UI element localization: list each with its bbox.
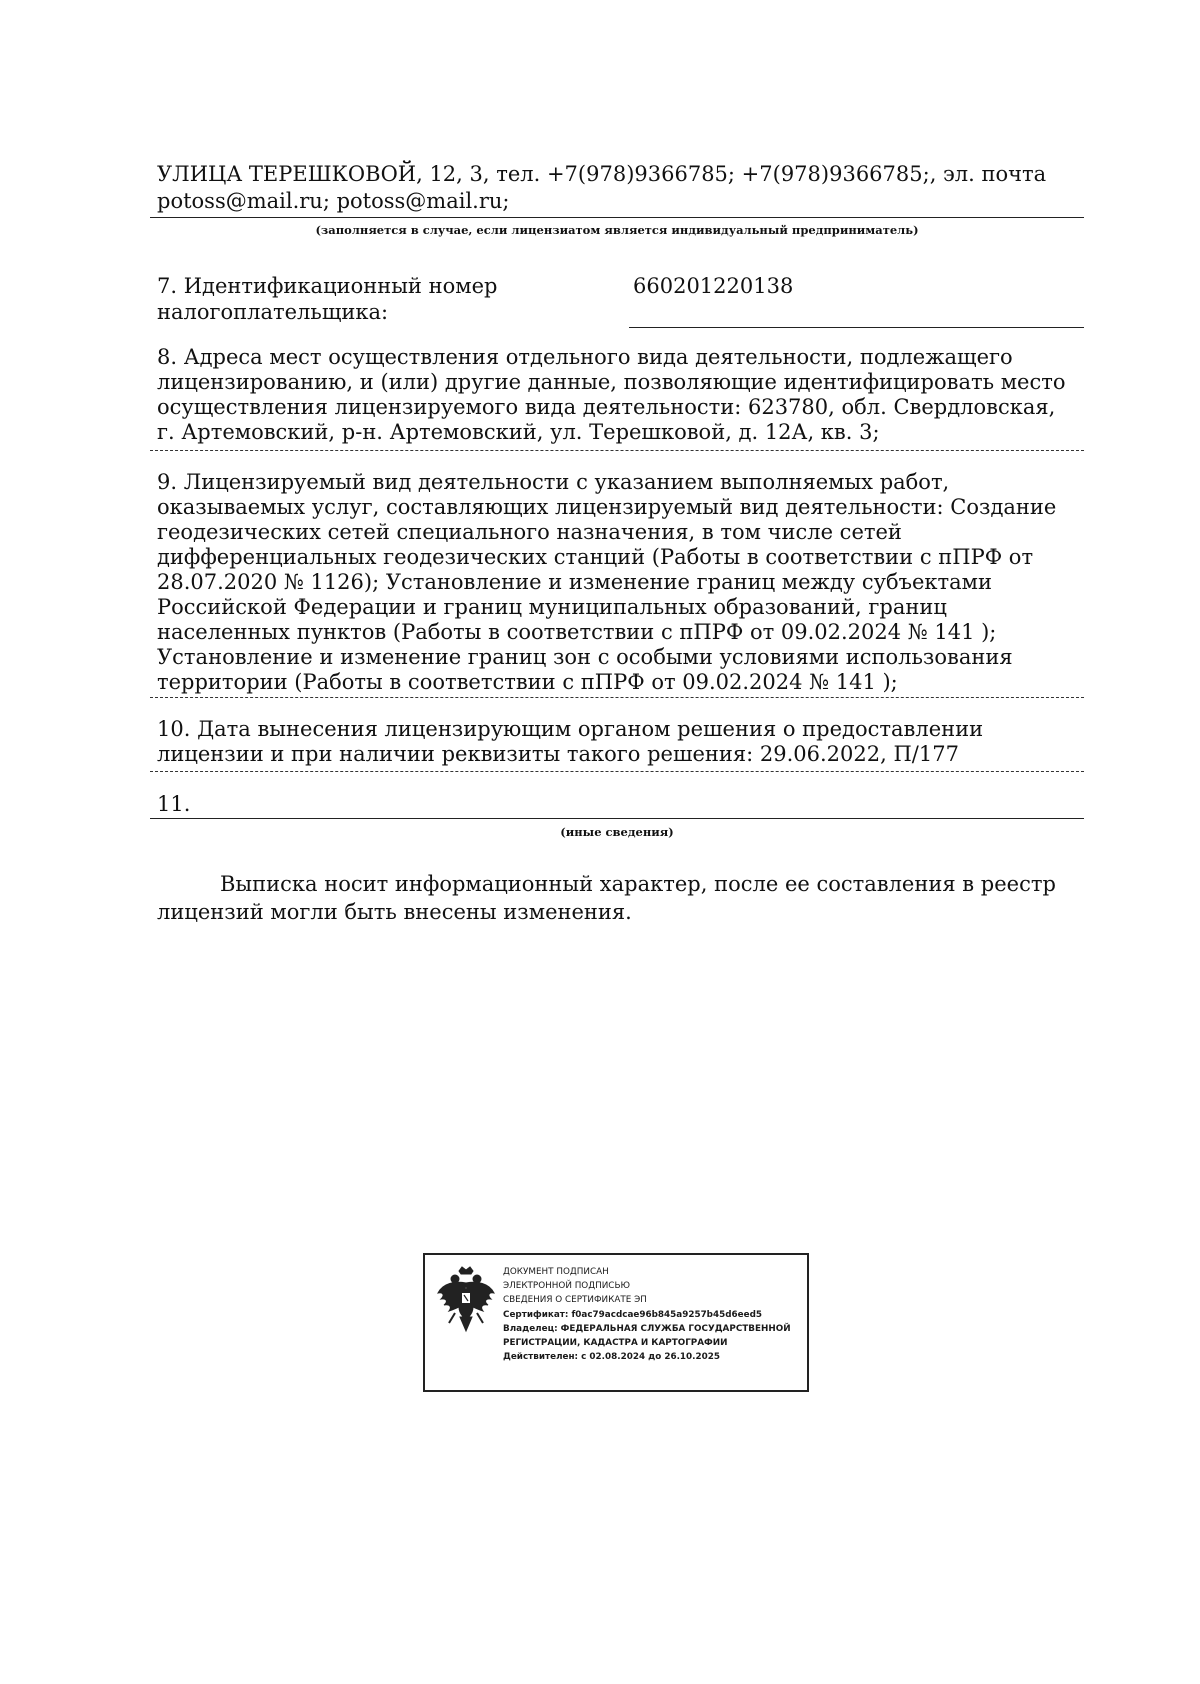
contacts-caption: (заполняется в случае, если лицензиатом является индивидуальный предприниматель): [315, 223, 919, 237]
double-headed-eagle-emblem-icon: [435, 1265, 497, 1337]
item9-block: [157, 470, 1056, 695]
item7-label-line1: 7. Идентификационный номер: [157, 274, 498, 298]
item11-caption: (иные сведения): [560, 825, 674, 839]
note-line2: лицензий могли быть внесены изменения.: [157, 900, 632, 924]
stamp-owner-line1: Владелец: ФЕДЕРАЛЬНАЯ СЛУЖБА ГОСУДАРСТВЕННОЙ: [503, 1323, 791, 1334]
licensee-email-line: potoss@mail.ru; potoss@mail.ru;: [157, 189, 510, 213]
item10-line: лицензии и при наличии реквизиты такого решения: 29.06.2022, П/177: [157, 742, 959, 766]
item9-line: геодезических сетей специального назначения, в том числе сетей: [157, 520, 902, 544]
note-line1: Выписка носит информационный характер, после ее составления в реестр: [220, 872, 1056, 896]
item9-line: оказываемых услуг, составляющих лицензируемый вид деятельности: Создание: [157, 495, 1057, 519]
stamp-line: ДОКУМЕНТ ПОДПИСАН: [503, 1267, 609, 1277]
stamp-line: СВЕДЕНИЯ О СЕРТИФИКАТЕ ЭП: [503, 1295, 647, 1306]
stamp-validity: Действителен: с 02.08.2024 до 26.10.2025: [503, 1352, 720, 1363]
stamp-owner-line2: РЕГИСТРАЦИИ, КАДАСТРА И КАРТОГРАФИИ: [503, 1338, 728, 1349]
item10-line: 10. Дата вынесения лицензирующим органом решения о предоставлении: [157, 717, 984, 741]
item8-line: осуществления лицензируемого вида деятельности: 623780, обл. Свердловская,: [157, 395, 1056, 419]
item9-underline: [150, 697, 1084, 698]
stamp-line: ЭЛЕКТРОННОЙ ПОДПИСЬЮ: [503, 1281, 630, 1292]
item8-block: [157, 345, 1066, 445]
stamp-certificate: Сертификат: f0ac79acdcae96b845a9257b45d6eed5: [503, 1309, 762, 1320]
item9-line: дифференциальных геодезических станций (Работы в соответствии с пПРФ от: [157, 545, 1034, 569]
contacts-underline: [150, 217, 1084, 218]
stamp-text: [503, 1265, 791, 1364]
item9-line: территории (Работы в соответствии с пПРФ от 09.02.2024 № 141 );: [157, 670, 898, 694]
item9-line: 28.07.2020 № 1126); Установление и изменение границ между субъектами: [157, 570, 992, 594]
item10-block: [157, 717, 983, 767]
item9-line: Установление и изменение границ зон с особыми условиями использования: [157, 645, 1013, 669]
item8-line: г. Артемовский, р-н. Артемовский, ул. Терешковой, д. 12А, кв. 3;: [157, 420, 880, 444]
item11-label: 11.: [157, 792, 191, 816]
item8-line: лицензированию, и (или) другие данные, позволяющие идентифицировать место: [157, 370, 1066, 394]
item8-underline: [150, 450, 1084, 451]
item9-line: населенных пунктов (Работы в соответствии с пПРФ от 09.02.2024 № 141 );: [157, 620, 997, 644]
item7-inn-value: 660201220138: [633, 274, 794, 298]
item10-underline: [150, 771, 1084, 772]
item8-line: 8. Адреса мест осуществления отдельного вида деятельности, подлежащего: [157, 345, 1013, 369]
electronic-signature-stamp: [423, 1253, 809, 1392]
item9-line: 9. Лицензируемый вид деятельности с указанием выполняемых работ,: [157, 470, 950, 494]
item7-label-line2: налогоплательщика:: [157, 300, 389, 324]
item7-value-underline: [629, 327, 1084, 328]
item9-line: Российской Федерации и границ муниципальных образований, границ: [157, 595, 947, 619]
licensee-address-phone-line: УЛИЦА ТЕРЕШКОВОЙ, 12, 3, тел. +7(978)9366785; +7(978)9366785;, эл. почта: [157, 162, 1047, 186]
item11-underline: [150, 818, 1084, 819]
